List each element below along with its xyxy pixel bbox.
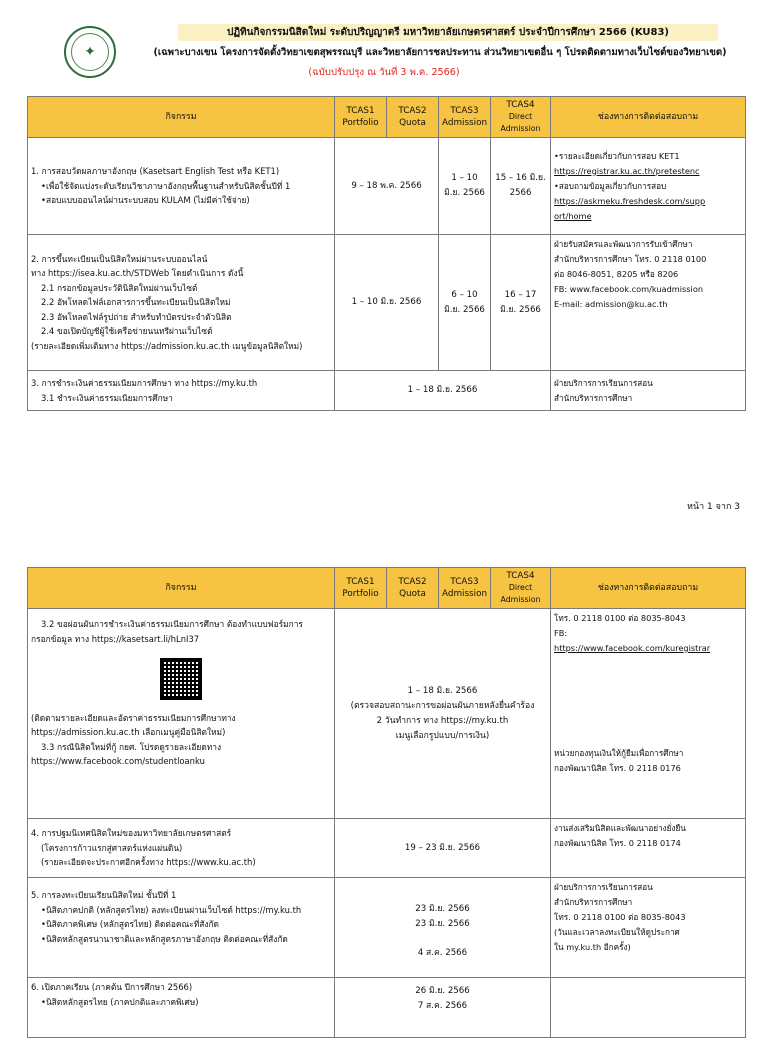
p2-row2-contact-1: งานส่งเสริมนิสิตและพัฒนาอย่างยั่งยืน xyxy=(554,823,686,833)
seal-icon: ✦ xyxy=(71,33,109,71)
tcas4-sub: Direct Admission xyxy=(500,583,541,604)
p2-row4-date1: 26 มิ.ย. 2566 xyxy=(415,986,470,996)
p2-row3-activity xyxy=(28,878,335,978)
row2-contact-2: สำนักบริหารการศึกษา โทร. 0 2118 0100 xyxy=(554,254,707,264)
p2-row1-date3: 2 วันทำการ ทาง https://my.ku.th xyxy=(376,715,509,726)
tcas1-label: TCAS1 xyxy=(346,106,375,116)
p2-row1-activity xyxy=(28,609,335,819)
p2-row1-line5: 3.3 กรณีนิสิตใหม่ที่กู้ กยศ. โปรดดูรายละเอียดทาง xyxy=(41,741,222,752)
spacer xyxy=(554,656,742,746)
row1-contact-1: • รายละเอียดเกี่ยวกับการสอบ KET1 xyxy=(554,149,742,164)
row2-tcas12-date: 1 – 10 มิ.ย. 2566 xyxy=(335,235,439,371)
calendar-table-page1 xyxy=(27,96,746,411)
tcas3-label: TCAS3 xyxy=(450,577,479,587)
p2-row1-date1: 1 – 18 มิ.ย. 2566 xyxy=(407,685,478,696)
p2-row1-line3: (ติดตามรายละเอียดและอัตราค่าธรรมเนียมการศึกษาทาง xyxy=(31,712,236,723)
p2-row2-line2: (รายละเอียดจะประกาศอีกครั้งทาง https://www.ku.ac.th) xyxy=(41,857,256,868)
table-row xyxy=(28,609,746,819)
p2-row1-contact-2: FB: xyxy=(554,628,568,638)
p2-row1-line4: https://admission.ku.ac.th เลือกเมนูคู่มือนิสิตใหม่) xyxy=(31,727,226,737)
p2-row3-bullet2: • นิสิตภาคพิเศษ (หลักสูตรไทย) ติดต่อคณะที่สังกัด xyxy=(31,917,331,932)
p2-row4-date2: 7 ส.ค. 2566 xyxy=(417,1001,468,1011)
tcas3-sub: Admission xyxy=(442,118,488,128)
row3-step1: 3.1 ชำระเงินค่าธรรมเนียมการศึกษา xyxy=(41,392,173,403)
p2-row4-activity xyxy=(28,978,335,1038)
tcas2-label: TCAS2 xyxy=(398,106,427,116)
admission-email[interactable]: E-mail: admission@ku.ac.th xyxy=(554,299,668,309)
studentloan-link[interactable]: https://www.facebook.com/studentloanku xyxy=(31,756,205,766)
page-number: หน้า 1 จาก 3 xyxy=(687,502,740,512)
header-activity: กิจกรรม xyxy=(28,97,335,138)
p2-row2-date: 19 – 23 มิ.ย. 2566 xyxy=(335,819,551,878)
header-tcas4 xyxy=(491,568,551,609)
p2-row3-contact-1: ฝ่ายบริการการเรียนการสอน xyxy=(554,882,653,892)
p2-row1-contact xyxy=(551,609,746,819)
row3-contact-2: สำนักบริหารการศึกษา xyxy=(554,392,633,403)
header-tcas1 xyxy=(335,97,387,138)
table-row xyxy=(28,819,746,878)
p2-row3-contact xyxy=(551,878,746,978)
row1-tcas4-b: 2566 xyxy=(509,188,532,198)
tcas4-label: TCAS4 xyxy=(506,100,535,110)
row1-tcas3-a: 1 – 10 xyxy=(451,173,478,183)
header-tcas2 xyxy=(387,97,439,138)
row1-tcas3-date xyxy=(439,138,491,235)
row2-note: (รายละเอียดเพิ่มเติมทาง https://admission.ku.ac.th เมนูข้อมูลนิสิตใหม่) xyxy=(31,340,303,351)
p2-row3-title: 5. การลงทะเบียนเรียนนิสิตใหม่ ชั้นปีที่ 1 xyxy=(31,890,177,900)
row1-tcas4-a: 15 – 16 มิ.ย. xyxy=(495,173,546,183)
row1-bullet1: • เพื่อใช้จัดแบ่งระดับเรียนวิชาภาษาอังกฤษพื้นฐานสำหรับนิสิตชั้นปีที่ 1 xyxy=(31,179,331,194)
p2-row1-date2: (ตรวจสอบสถานะการขอผ่อนผันภายหลังยื่นคำร้อง xyxy=(350,700,535,711)
row1-contact xyxy=(551,138,746,235)
row2-tcas3-date xyxy=(439,235,491,371)
update-note: (ฉบับปรับปรุง ณ วันที่ 3 พ.ค. 2566) xyxy=(308,67,460,78)
tcas2-sub: Quota xyxy=(399,589,426,599)
row2-activity xyxy=(28,235,335,371)
facebook-admission-link[interactable]: FB: www.facebook.com/kuadmission xyxy=(554,284,704,294)
row3-title: 3. การชำระเงินค่าธรรมเนียมการศึกษา ทาง https://my.ku.th xyxy=(31,378,258,388)
p2-row3-bullet1: • นิสิตภาคปกติ (หลักสูตรไทย) ลงทะเบียนผ่านเว็บไซต์ https://my.ku.th xyxy=(31,903,331,918)
p2-row3-bullet3: • นิสิตหลักสูตรนานาชาติและหลักสูตรภาษาอังกฤษ ติดต่อคณะที่สังกัด xyxy=(31,932,331,947)
row2-tcas4-a: 16 – 17 xyxy=(504,289,537,300)
tcas1-sub: Portfolio xyxy=(342,118,379,128)
row1-activity xyxy=(28,138,335,235)
header-tcas1 xyxy=(335,568,387,609)
p2-row3-contact-3: โทร. 0 2118 0100 ต่อ 8035-8043 xyxy=(554,912,686,922)
p2-row1-date4: เมนูเลือกรูปแบบ/การเงิน) xyxy=(395,730,490,741)
header-contact: ช่องทางการติดต่อสอบถาม xyxy=(551,97,746,138)
table-row xyxy=(28,978,746,1038)
table-row xyxy=(28,878,746,978)
tcas3-sub: Admission xyxy=(442,589,488,599)
header-activity: กิจกรรม xyxy=(28,568,335,609)
p2-row3-contact-2: สำนักบริหารการศึกษา xyxy=(554,897,633,907)
p2-row2-activity xyxy=(28,819,335,878)
row3-contact xyxy=(551,371,746,411)
tcas4-sub: Direct Admission xyxy=(500,112,541,133)
row2-contact-1: ฝ่ายรับสมัครและพัฒนาการรับเข้าศึกษา xyxy=(554,239,693,249)
p2-row1-date xyxy=(335,609,551,819)
row2-contact-3: ต่อ 8046-8051, 8205 หรือ 8206 xyxy=(554,269,679,279)
row3-activity xyxy=(28,371,335,411)
table-header-row xyxy=(28,97,746,138)
row1-tcas4-date xyxy=(491,138,551,235)
p2-row2-title: 4. การปฐมนิเทศนิสิตใหม่ของมหาวิทยาลัยเกษตรศาสตร์ xyxy=(31,828,232,839)
row1-title: 1. การสอบวัดผลภาษาอังกฤษ (Kasetsart English Test หรือ KET1) xyxy=(31,166,280,177)
row1-tcas3-b: มิ.ย. 2566 xyxy=(444,188,485,198)
p2-row4-bullet1: • นิสิตหลักสูตรไทย (ภาคปกติและภาคพิเศษ) xyxy=(31,995,331,1010)
table-row xyxy=(28,235,746,371)
p2-row4-date xyxy=(335,978,551,1038)
row2-tcas3-a: 6 – 10 xyxy=(451,289,478,300)
row1-contact-3: • สอบถามข้อมูลเกี่ยวกับการสอบ xyxy=(554,179,742,194)
askmeku-link-cont[interactable]: ort/home xyxy=(554,210,592,221)
row1-bullet2: • สอบแบบออนไลน์ผ่านระบบสอบ KULAM (ไม่มีค่าใช้จ่าย) xyxy=(31,193,331,208)
p2-row2-contact xyxy=(551,819,746,878)
calendar-table-page2 xyxy=(27,567,746,1038)
row2-title: 2. การขึ้นทะเบียนเป็นนิสิตใหม่ผ่านระบบออนไลน์ xyxy=(31,253,208,264)
row2-step2: 2.2 อัพโหลดไฟล์เอกสารการขึ้นทะเบียนเป็นนิสิตใหม่ xyxy=(41,297,231,308)
row2-step3: 2.3 อัพโหลดไฟล์รูปถ่าย สำหรับทำบัตรประจำตัวนิสิต xyxy=(41,311,232,322)
header-tcas3 xyxy=(439,97,491,138)
p2-row1-contact-1: โทร. 0 2118 0100 ต่อ 8035-8043 xyxy=(554,613,686,623)
header-contact: ช่องทางการติดต่อสอบถาม xyxy=(551,568,746,609)
ket1-link[interactable]: https://registrar.ku.ac.th/pretestenc xyxy=(554,165,700,176)
p2-row1-line1: 3.2 ขอผ่อนผันการชำระเงินค่าธรรมเนียมการศึกษา ต้องทำแบบฟอร์มการ xyxy=(41,619,303,629)
header-tcas2 xyxy=(387,568,439,609)
tcas2-sub: Quota xyxy=(399,118,426,128)
row3-contact-1: ฝ่ายบริการการเรียนการสอน xyxy=(554,377,653,388)
document-subtitle: (เฉพาะบางเขน โครงการจัดตั้งวิทยาเขตสุพรรณบุรี และวิทยาลัยการชลประทาน ส่วนวิทยาเขตอื่น ๆ โปรดติดตามทางเว็บไซต์ของวิทยาเขต) xyxy=(153,47,727,58)
p2-row3-date xyxy=(335,878,551,978)
row2-contact xyxy=(551,235,746,371)
tcas1-sub: Portfolio xyxy=(342,589,379,599)
row2-tcas4-b: มิ.ย. 2566 xyxy=(500,304,541,315)
p2-row3-date2: 23 มิ.ย. 2566 xyxy=(415,919,470,929)
kuregistrar-link[interactable]: https://www.facebook.com/kuregistrar xyxy=(554,643,711,653)
header-tcas4 xyxy=(491,97,551,138)
row3-date: 1 – 18 มิ.ย. 2566 xyxy=(335,371,551,411)
p2-row2-contact-2: กองพัฒนานิสิต โทร. 0 2118 0174 xyxy=(554,838,681,848)
tcas2-label: TCAS2 xyxy=(398,577,427,587)
qr-code xyxy=(31,658,331,705)
table-header-row xyxy=(28,568,746,609)
p2-row1-contact-4: หน่วยกองทุนเงินให้กู้ยืมเพื่อการศึกษา xyxy=(554,748,684,758)
tcas3-label: TCAS3 xyxy=(450,106,479,116)
p2-row1-contact-5: กองพัฒนานิสิต โทร. 0 2118 0176 xyxy=(554,763,681,773)
row2-step1: 2.1 กรอกข้อมูลประวัตินิสิตใหม่ผ่านเว็บไซต์ xyxy=(41,282,198,293)
row2-via: ทาง https://isea.ku.ac.th/STDWeb โดยดำเนินการ ดังนี้ xyxy=(31,268,244,279)
row1-tcas12-date: 9 – 18 พ.ค. 2566 xyxy=(335,138,439,235)
p2-row2-line1: (โครงการก้าวแรกสู่ศาสตร์แห่งแผ่นดิน) xyxy=(41,842,183,853)
document-title: ปฏิทินกิจกรรมนิสิตใหม่ ระดับปริญญาตรี มหาวิทยาลัยเกษตรศาสตร์ ประจำปีการศึกษา 2566 (KU83) xyxy=(178,24,718,41)
row2-step4: 2.4 ขอเปิดบัญชีผู้ใช้เครือข่ายนนทรีผ่านเว็บไซต์ xyxy=(41,326,213,337)
p2-row4-title: 6. เปิดภาคเรียน (ภาคต้น ปีการศึกษา 2566) xyxy=(31,982,193,992)
p2-row1-line2: กรอกข้อมูล ทาง https://kasetsart.li/hLnI37 xyxy=(31,633,200,644)
p2-row3-date3: 4 ส.ค. 2566 xyxy=(417,948,468,958)
p2-row3-date1: 23 มิ.ย. 2566 xyxy=(415,904,470,914)
tcas4-label: TCAS4 xyxy=(506,571,535,581)
tcas1-label: TCAS1 xyxy=(346,577,375,587)
p2-row3-contact-5: ใน my.ku.th อีกครั้ง) xyxy=(554,942,631,952)
header-tcas3 xyxy=(439,568,491,609)
table-row xyxy=(28,138,746,235)
table-row xyxy=(28,371,746,411)
document-header xyxy=(0,22,768,88)
row2-tcas4-date xyxy=(491,235,551,371)
p2-row3-contact-4: (วันและเวลาลงทะเบียนให้ดูประกาศ xyxy=(554,927,680,937)
qr-code-icon xyxy=(160,658,202,700)
row2-tcas3-b: มิ.ย. 2566 xyxy=(444,304,485,315)
p2-row4-contact xyxy=(551,978,746,1038)
askmeku-link[interactable]: https://askmeku.freshdesk.com/supp xyxy=(554,195,706,206)
